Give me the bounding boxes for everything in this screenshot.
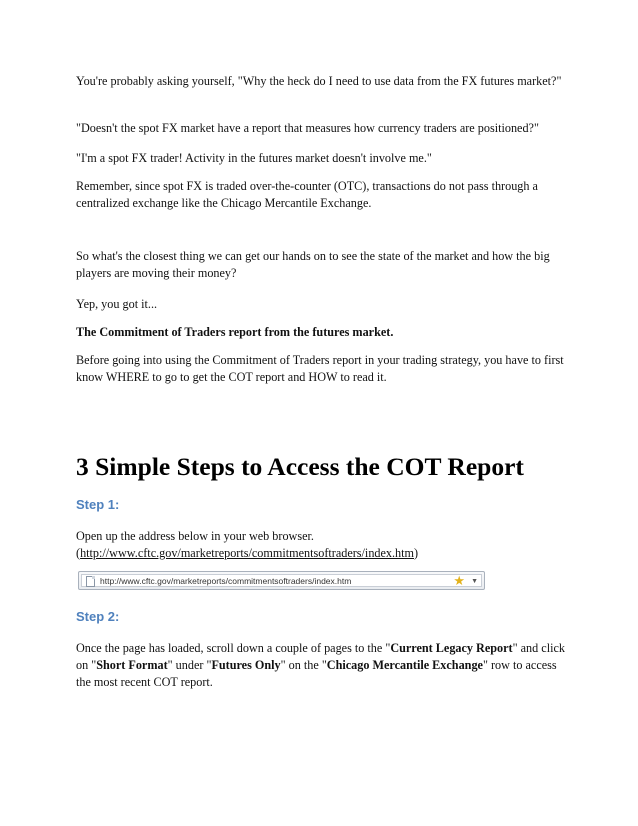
step-2-text-3: " under ": [167, 658, 212, 672]
step-2-text-5: " row to access the most recent COT report.: [76, 658, 557, 689]
address-field: [81, 574, 482, 587]
paragraph-before-going: Before going into using the Commitment of Traders report in your trading strategy, you have to first know WHERE to go to get the COT report and HOW to read it.: [76, 353, 564, 384]
address-url: http://www.cftc.gov/marketreports/commitmentsoftraders/index.htm: [100, 576, 352, 586]
step-1-link-close: ): [414, 546, 419, 560]
chicago-mercantile-exchange: Chicago Mercantile Exchange: [326, 658, 483, 672]
step-1-text: [76, 528, 568, 562]
futures-only: Futures Only: [211, 658, 281, 672]
paragraph-spot-trader: "I'm a spot FX trader! Activity in the futures market doesn't involve me.": [76, 151, 432, 165]
paragraph-otc: Remember, since spot FX is traded over-the-counter (OTC), transactions do not pass through a centralized exchange like the Chicago Mercantile Exchange.: [76, 179, 538, 210]
section-heading: 3 Simple Steps to Access the COT Report: [76, 452, 524, 481]
page-icon: [86, 576, 95, 587]
step-2-text-2: " and click on ": [76, 641, 565, 672]
paragraph-futures-question: You're probably asking yourself, "Why the heck do I need to use data from the FX futures market?": [76, 74, 562, 88]
paragraph-cot-report-bold: The Commitment of Traders report from the futures market.: [76, 325, 394, 339]
chevron-down-icon: ▼: [471, 578, 478, 585]
short-format: Short Format: [96, 658, 168, 672]
current-legacy-report: Current Legacy Report: [390, 641, 513, 655]
step-2-label: Step 2:: [76, 609, 120, 624]
step-1-instruction: Open up the address below in your web browser.: [76, 529, 314, 543]
step-1-link-open: (: [76, 546, 81, 560]
step-2-text: [76, 640, 568, 691]
browser-address-bar: [78, 571, 485, 590]
step-1-label: Step 1:: [76, 497, 120, 512]
paragraph-spot-fx-report: "Doesn't the spot FX market have a report that measures how currency traders are positioned?": [76, 121, 539, 135]
cftc-link[interactable]: http://www.cftc.gov/marketreports/commitmentsoftraders/index.htm: [80, 546, 415, 560]
step-2-text-1: Once the page has loaded, scroll down a couple of pages to the ": [76, 641, 391, 655]
paragraph-yep: Yep, you got it...: [76, 297, 158, 311]
paragraph-closest-thing: So what's the closest thing we can get our hands on to see the state of the market and how the big players are moving their money?: [76, 249, 550, 280]
star-icon: ★: [453, 573, 465, 588]
step-2-text-4: " on the ": [280, 658, 327, 672]
